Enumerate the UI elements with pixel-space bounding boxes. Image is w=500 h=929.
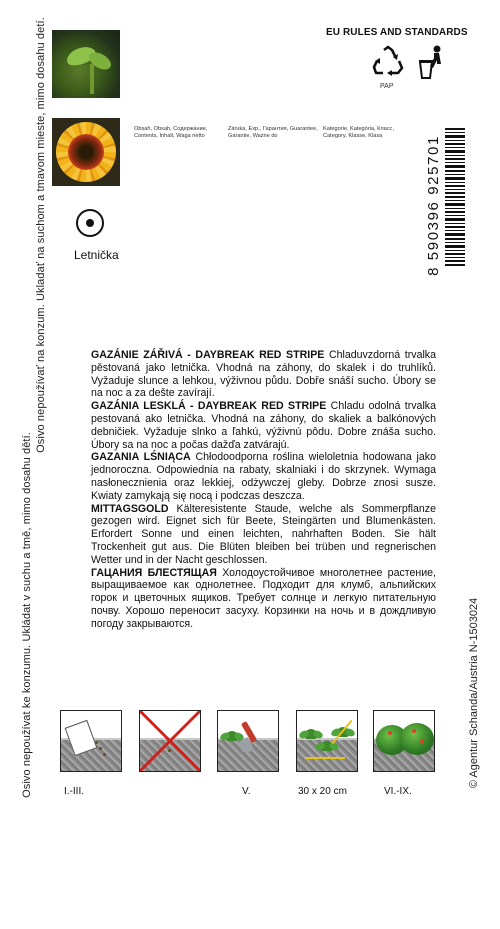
- step-label-spacing: 30 x 20 cm: [298, 786, 347, 797]
- description-cz-title: GAZÁNIE ZÁŘIVÁ - DAYBREAK RED STRIPE: [91, 349, 325, 361]
- seedling-photo: [52, 30, 120, 98]
- copyright-text: © Agentur Schanda/Austria N-1503024: [468, 597, 480, 789]
- eu-rules-title: EU RULES AND STANDARDS: [326, 27, 468, 38]
- side-warning-cz-text: Osivo nepoužívat ke konzumu. Ukládat v suchu a tmě, mimo dosahu dětí.: [21, 431, 33, 798]
- description-cz: [91, 349, 436, 400]
- description-cz-text: Chladuvzdorná trvalka pěstovaná jako letnička. Vhodná na záhony, do skalek i do truhlíků. Vyžaduje slunce a lehkou, výživnou půdu. Dobře snáší sucho. Úbory se na noc a za dešte zavírají.: [91, 349, 436, 400]
- plant-spacing-icon: [296, 710, 358, 772]
- description-de-title: MITTAGSGOLD: [91, 502, 169, 515]
- step-label-sowing: I.-III.: [64, 786, 84, 797]
- side-warning-sk-text: Osivo nepoužívať na konzum. Ukladať na suchom a tmavom mieste, mimo dosahu detí.: [35, 16, 47, 453]
- recycle-icon: [371, 44, 405, 78]
- description-sk-title: GAZÁNIA LESKLÁ - DAYBREAK RED STRIPE: [91, 400, 327, 413]
- info-category: Kategorie, Kategória, Класс, Category, Klasse, Klasa: [323, 126, 394, 139]
- description-sk-text: Chladu odolná trvalka pestovaná ako letnička. Vhodná na záhony, do skaliek a balkónových debničiek. Vyžaduje slnko a ľahkú, výživnú pôdu. Dobre znáša sucho. Úbory sa na noc a počas dažďa zatvárajú.: [91, 400, 436, 451]
- description-pl-text: Chłodoodporna roślina wieloletnia hodowana jako jednoroczna. Odpowiednia na rabaty, skalniaki i do skrzynek. Wymaga nasłonecznienia oraz lekkiej, odżywczej gleby. Dobrze znosi susze. Kwiaty zamykają się nocą i podczas deszcza.: [91, 451, 436, 502]
- cultivation-steps: [60, 710, 440, 810]
- description-block: [91, 349, 436, 631]
- description-de-text: Kälteresistente Staude, welche als Sommerpflanze gezogen wird. Eignet sich für Beete, Steingärten und Blumenkästen. Erfordert Sonne und einen leichten, nahrhaften Boden. Sie hält Trockenheit gut aus. Die Blüten bleiben bei trüben und regnerischen Wetter und in der Nacht geschlossen.: [91, 502, 436, 566]
- description-ru-text: Холодоустойчивое многолетнее растение, выращиваемое как однолетнее. Подходит для клумб, альпийских горок и цветочных ящиков. Требует солнце и легкую питательную почву. Хорошо переносит засуху. Корзинки на ночь и в дождливую погоду закрываются.: [91, 566, 436, 630]
- description-ru: [91, 567, 436, 631]
- no-direct-sowing-icon: [139, 710, 201, 772]
- annual-label: Letnička: [74, 248, 119, 262]
- description-pl: [91, 451, 436, 502]
- step-label-flowering: VI.-IX.: [384, 786, 412, 797]
- waste-bin-icon: [417, 44, 447, 80]
- description-pl-title: GAZANIA LŚNIĄCA: [91, 451, 191, 464]
- description-sk: [91, 400, 436, 451]
- description-ru-title: ГАЦАНИЯ БЛЕСТЯЩАЯ: [91, 566, 217, 579]
- flowering-bush-icon: [373, 710, 435, 772]
- indoor-sowing-icon: [60, 710, 122, 772]
- copyright: [466, 548, 482, 838]
- pap-label: PAP: [380, 83, 394, 90]
- info-guarantee: Záruka, Exp., Гарантия, Guarantee, Garantie, Ważne do: [228, 126, 318, 139]
- annual-circle-dot-icon: [76, 209, 104, 237]
- gazania-flower-photo: [52, 118, 120, 186]
- barcode-digits-text: 8 590396 925701: [424, 134, 442, 276]
- step-label-transplant: V.: [242, 786, 251, 797]
- transplant-trowel-icon: [217, 710, 279, 772]
- barcode-digits: [424, 134, 442, 276]
- side-warning-sk: [31, 0, 51, 929]
- info-contents: Obsah, Obsah, Содержание, Contents, Inhalt, Waga netto: [134, 126, 208, 139]
- barcode: [445, 128, 465, 266]
- description-de: [91, 503, 436, 567]
- cross-icon: [140, 711, 200, 771]
